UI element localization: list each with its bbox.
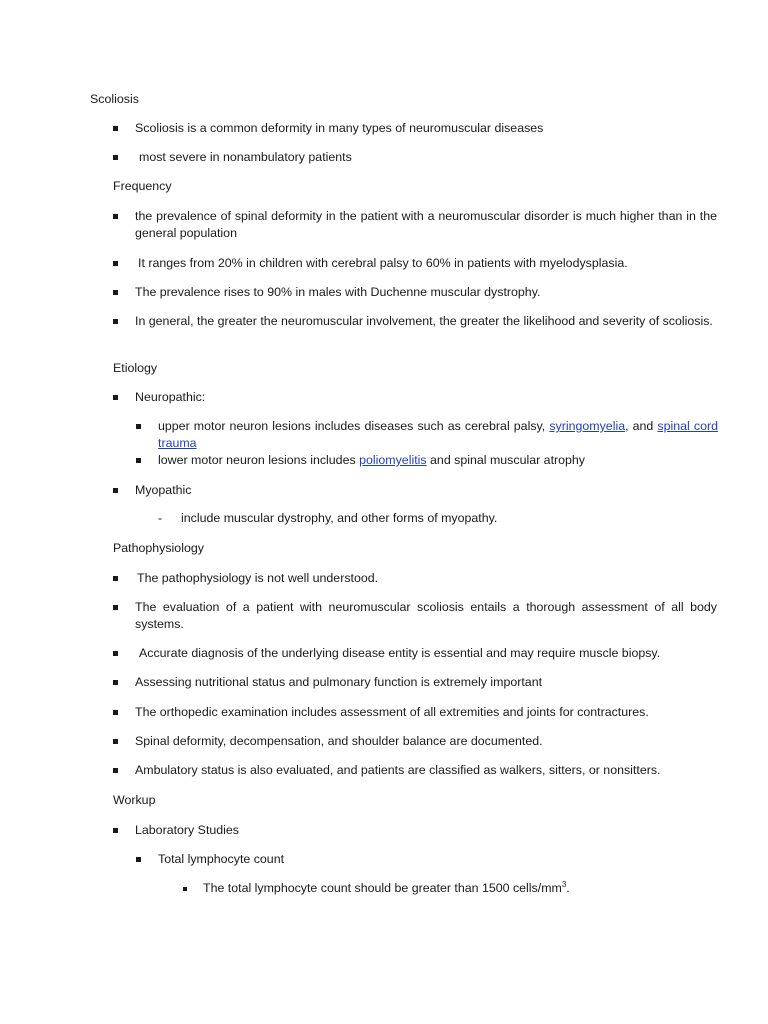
list-item: most severe in nonambulatory patients [139, 150, 352, 164]
bullet-icon [113, 828, 118, 833]
list-item: Laboratory Studies [135, 823, 240, 837]
list-item: Total lymphocyte count [158, 852, 285, 866]
bullet-icon [113, 395, 118, 400]
list-item: Accurate diagnosis of the underlying disease entity is essential and may require muscle biopsy. [139, 646, 661, 660]
bullet-icon [113, 126, 118, 131]
list-item: Assessing nutritional status and pulmonary function is extremely important [135, 675, 543, 689]
bullet-icon [183, 887, 187, 891]
list-item: Myopathic [135, 483, 192, 497]
list-item-lower-motor: lower motor neuron lesions includes poliomyelitis and spinal muscular atrophy [158, 453, 586, 467]
dash-marker: - [158, 511, 163, 525]
list-item-lymphocyte-detail: The total lymphocyte count should be greater than 1500 cells/$mm^3$. [203, 879, 570, 895]
link-spinal-cord-trauma[interactable]: spinal cord trauma [158, 419, 718, 450]
bullet-icon [113, 261, 118, 266]
link-syringomyelia[interactable]: syringomyelia [549, 419, 626, 433]
bullet-icon [113, 680, 118, 685]
list-item: the prevalence of spinal deformity in the patient with a neuromuscular disorder is much higher than in the general population [135, 209, 717, 240]
list-item: The evaluation of a patient with neuromuscular scoliosis entails a thorough assessment of all body systems. [135, 600, 717, 631]
bullet-icon [113, 214, 118, 219]
bullet-icon [113, 605, 118, 610]
bullet-icon [113, 739, 118, 744]
heading-workup: Workup [113, 793, 156, 807]
list-item: In general, the greater the neuromuscular involvement, the greater the likelihood and severity of scoliosis. [135, 314, 713, 328]
bullet-icon [113, 710, 118, 715]
bullet-icon [113, 576, 118, 581]
list-item-upper-motor: upper motor neuron lesions includes diseases such as cerebral palsy, syringomyelia, and spinal cord trauma [158, 419, 718, 450]
heading-frequency: Frequency [113, 179, 172, 193]
bullet-icon [136, 424, 141, 429]
heading-etiology: Etiology [113, 361, 158, 375]
list-item: The orthopedic examination includes assessment of all extremities and joints for contractures. [135, 705, 649, 719]
list-item: It ranges from 20% in children with cerebral palsy to 60% in patients with myelodysplasia. [138, 256, 628, 270]
bullet-icon [136, 857, 141, 862]
list-item: include muscular dystrophy, and other forms of myopathy. [181, 511, 498, 525]
list-item: Scoliosis is a common deformity in many types of neuromuscular diseases [135, 121, 544, 135]
heading-pathophysiology: Pathophysiology [113, 541, 204, 555]
bullet-icon [113, 768, 118, 773]
list-item: Spinal deformity, decompensation, and shoulder balance are documented. [135, 734, 543, 748]
list-item: The pathophysiology is not well understood. [137, 571, 379, 585]
bullet-icon [113, 155, 118, 160]
link-poliomyelitis[interactable]: poliomyelitis [359, 453, 427, 467]
bullet-icon [113, 290, 118, 295]
bullet-icon [113, 651, 118, 656]
bullet-icon [113, 488, 118, 493]
bullet-icon [113, 319, 118, 324]
list-item: The prevalence rises to 90% in males with Duchenne muscular dystrophy. [135, 285, 541, 299]
list-item: Ambulatory status is also evaluated, and patients are classified as walkers, sitters, or nonsitters. [135, 763, 661, 777]
bullet-icon [136, 458, 141, 463]
list-item: Neuropathic: [135, 390, 206, 404]
heading-scoliosis: Scoliosis [90, 92, 139, 106]
